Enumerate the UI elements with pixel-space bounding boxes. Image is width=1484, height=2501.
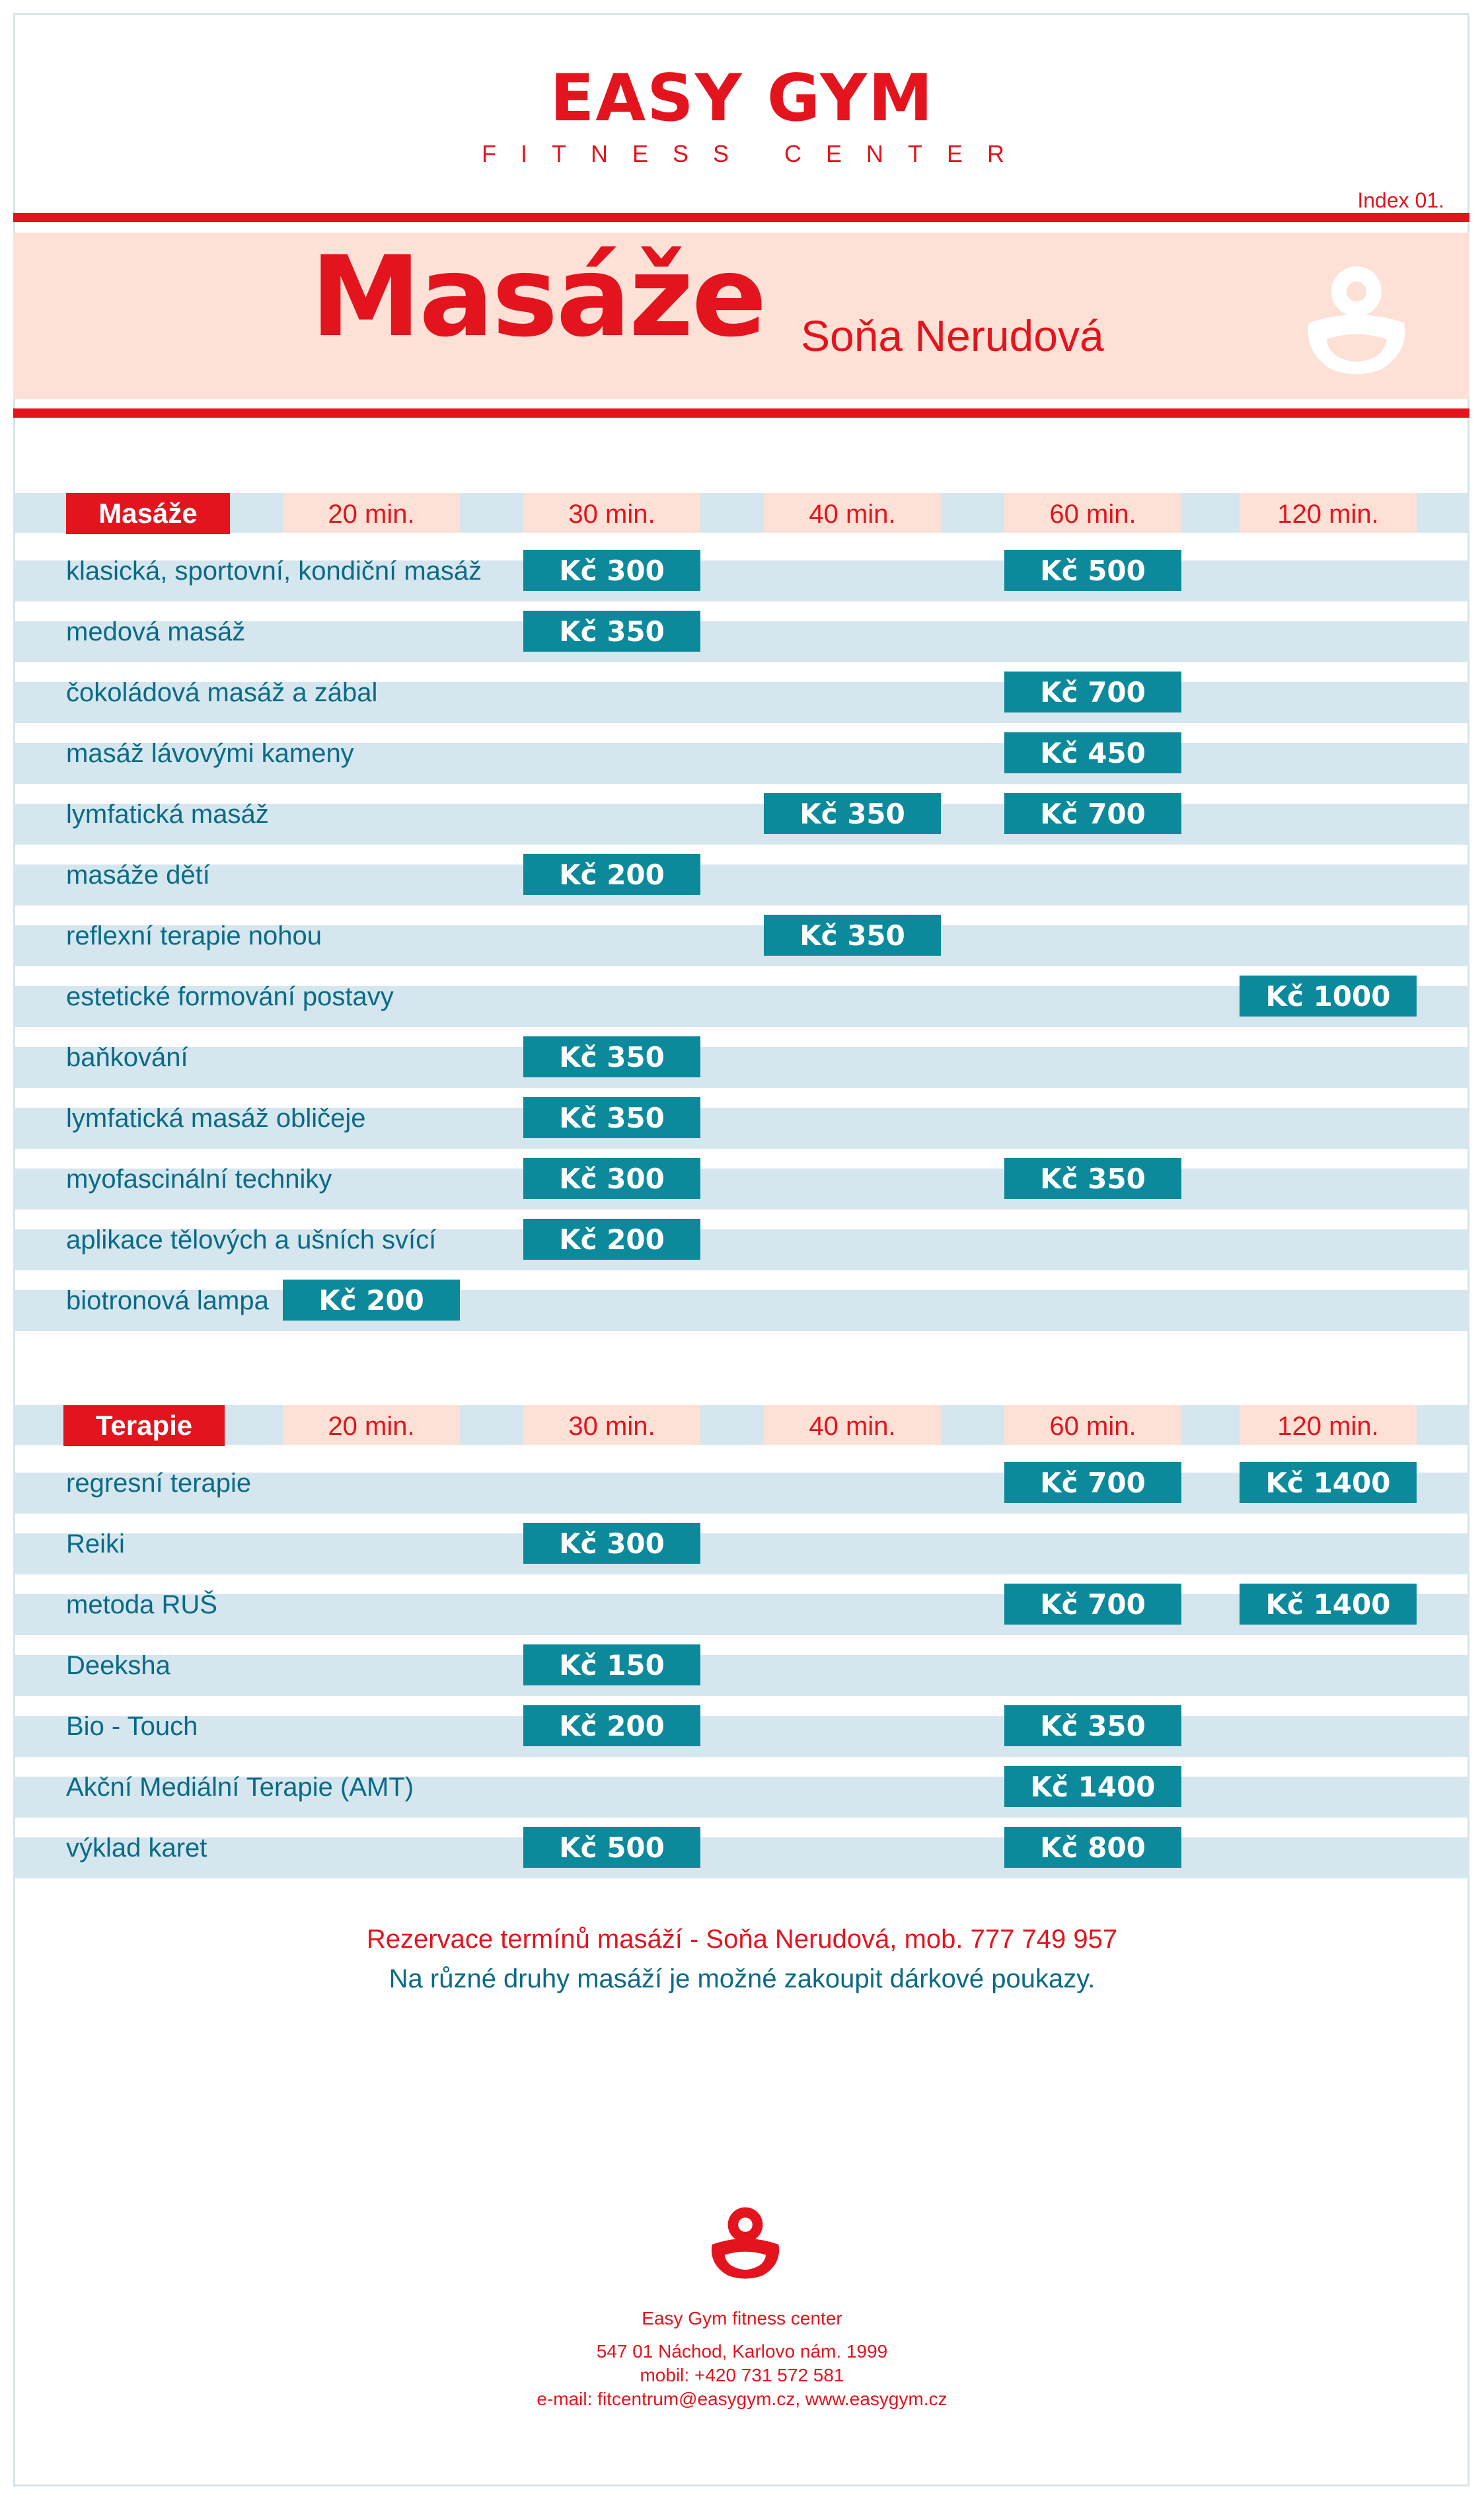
price-badge: Kč 500 [1004, 550, 1181, 591]
masaze-price-table [13, 482, 1469, 1334]
easygym-footer-logo-icon [706, 2201, 785, 2280]
duration-header: 60 min. [1004, 493, 1181, 533]
price-badge: Kč 700 [1004, 793, 1181, 834]
row-band [13, 1047, 1469, 1088]
price-badge: Kč 500 [523, 1827, 700, 1868]
price-badge: Kč 350 [764, 915, 941, 956]
table-row [13, 604, 1469, 665]
index-label: Index 01. [1357, 188, 1444, 212]
brand-name: EASY GYM [550, 61, 934, 136]
duration-header: 20 min. [283, 1405, 460, 1445]
price-badge: Kč 300 [523, 1523, 700, 1564]
row-band [13, 1716, 1469, 1757]
service-name: medová masáž [66, 617, 246, 646]
service-name: výklad karet [66, 1833, 207, 1863]
top-rule [13, 213, 1469, 222]
row-band [13, 865, 1469, 905]
service-name: metoda RUŠ [66, 1590, 217, 1619]
table-row [13, 1091, 1469, 1151]
service-name: Reiki [66, 1529, 125, 1558]
price-badge: Kč 1400 [1240, 1584, 1417, 1625]
table-row [13, 1151, 1469, 1212]
service-name: aplikace tělových a ušních svící [66, 1225, 437, 1254]
table-row [13, 543, 1469, 604]
duration-header: 60 min. [1004, 1405, 1181, 1445]
service-name: masáž lávovými kameny [66, 739, 354, 768]
service-name: estetické formování postavy [66, 982, 394, 1011]
service-name: Bio - Touch [66, 1712, 198, 1741]
price-badge: Kč 350 [1004, 1158, 1181, 1199]
price-badge: Kč 1000 [1240, 976, 1417, 1017]
section-label: Terapie [63, 1405, 225, 1446]
footer-mobile: mobil: +420 731 572 581 [640, 2365, 844, 2385]
table-row [13, 1212, 1469, 1273]
service-name: Akční Mediální Terapie (AMT) [66, 1773, 414, 1802]
table-row [13, 1820, 1469, 1881]
table-row [13, 1759, 1469, 1820]
duration-header: 120 min. [1240, 1405, 1417, 1445]
page-subtitle: Soňa Nerudová [801, 311, 1104, 360]
table-row [13, 1699, 1469, 1759]
table-header-row [13, 1395, 1469, 1455]
price-badge: Kč 350 [523, 1097, 700, 1138]
service-name: lymfatická masáž obličeje [66, 1104, 366, 1133]
price-badge: Kč 700 [1004, 672, 1181, 712]
price-badge: Kč 350 [523, 1036, 700, 1077]
reservation-note: Rezervace termínů masáží - Soňa Nerudová, mob. 777 749 957 [366, 1925, 1118, 1954]
price-badge: Kč 200 [283, 1280, 460, 1321]
table-row [13, 969, 1469, 1030]
price-badge: Kč 700 [1004, 1584, 1181, 1625]
duration-header: 40 min. [764, 1405, 941, 1445]
price-badge: Kč 450 [1004, 732, 1181, 773]
service-name: masáže dětí [66, 861, 210, 890]
duration-header: 120 min. [1240, 493, 1417, 533]
duration-header: 30 min. [523, 1405, 700, 1445]
page-title: Masáže [311, 232, 765, 362]
footer-email: e-mail: fitcentrum@easygym.cz, www.easygym.cz [537, 2389, 947, 2409]
table-row [13, 1030, 1469, 1091]
price-badge: Kč 200 [523, 1219, 700, 1260]
price-badge: Kč 300 [523, 550, 700, 591]
price-badge: Kč 350 [523, 611, 700, 652]
price-badge: Kč 1400 [1240, 1462, 1417, 1503]
row-band [13, 1533, 1469, 1574]
duration-header: 30 min. [523, 493, 700, 533]
service-name: čokoládová masáž a zábal [66, 678, 378, 707]
footer-company: Easy Gym fitness center [642, 2308, 842, 2328]
service-name: regresní terapie [66, 1469, 252, 1498]
terapie-price-table [13, 1395, 1469, 1881]
price-badge: Kč 200 [523, 1705, 700, 1746]
section-label: Masáže [66, 493, 230, 534]
price-badge: Kč 350 [1004, 1705, 1181, 1746]
gift-voucher-note: Na různé druhy masáží je možné zakoupit dárkové poukazy. [389, 1964, 1095, 1993]
price-badge: Kč 150 [523, 1644, 700, 1685]
service-name: baňkování [66, 1043, 188, 1072]
easygym-logo-icon [1294, 254, 1419, 379]
price-badge: Kč 700 [1004, 1462, 1181, 1503]
service-name: Deeksha [66, 1651, 170, 1680]
service-name: klasická, sportovní, kondiční masáž [66, 557, 482, 586]
table-row [13, 1577, 1469, 1638]
price-badge: Kč 1400 [1004, 1766, 1181, 1807]
service-name: reflexní terapie nohou [66, 921, 322, 950]
table-row [13, 847, 1469, 908]
table-header-row [13, 482, 1469, 543]
brand-block [0, 61, 1484, 168]
table-row [13, 726, 1469, 787]
service-name: myofascinální techniky [66, 1165, 332, 1194]
row-band [13, 1655, 1469, 1696]
row-band [13, 1837, 1469, 1878]
table-row [13, 908, 1469, 969]
price-badge: Kč 800 [1004, 1827, 1181, 1868]
footer-address: 547 01 Náchod, Karlovo nám. 1999 [596, 2341, 888, 2362]
price-badge: Kč 350 [764, 793, 941, 834]
service-name: biotronová lampa [66, 1286, 269, 1315]
table-row [13, 1638, 1469, 1699]
brand-tagline: FITNESS CENTER [481, 140, 1029, 167]
table-row [13, 787, 1469, 847]
price-badge: Kč 300 [523, 1158, 700, 1199]
table-row [13, 1516, 1469, 1577]
duration-header: 40 min. [764, 493, 941, 533]
table-row [13, 665, 1469, 726]
duration-header: 20 min. [283, 493, 460, 533]
price-badge: Kč 200 [523, 854, 700, 895]
table-row [13, 1273, 1469, 1334]
service-name: lymfatická masáž [66, 800, 269, 829]
table-row [13, 1455, 1469, 1516]
bottom-rule [13, 408, 1469, 418]
